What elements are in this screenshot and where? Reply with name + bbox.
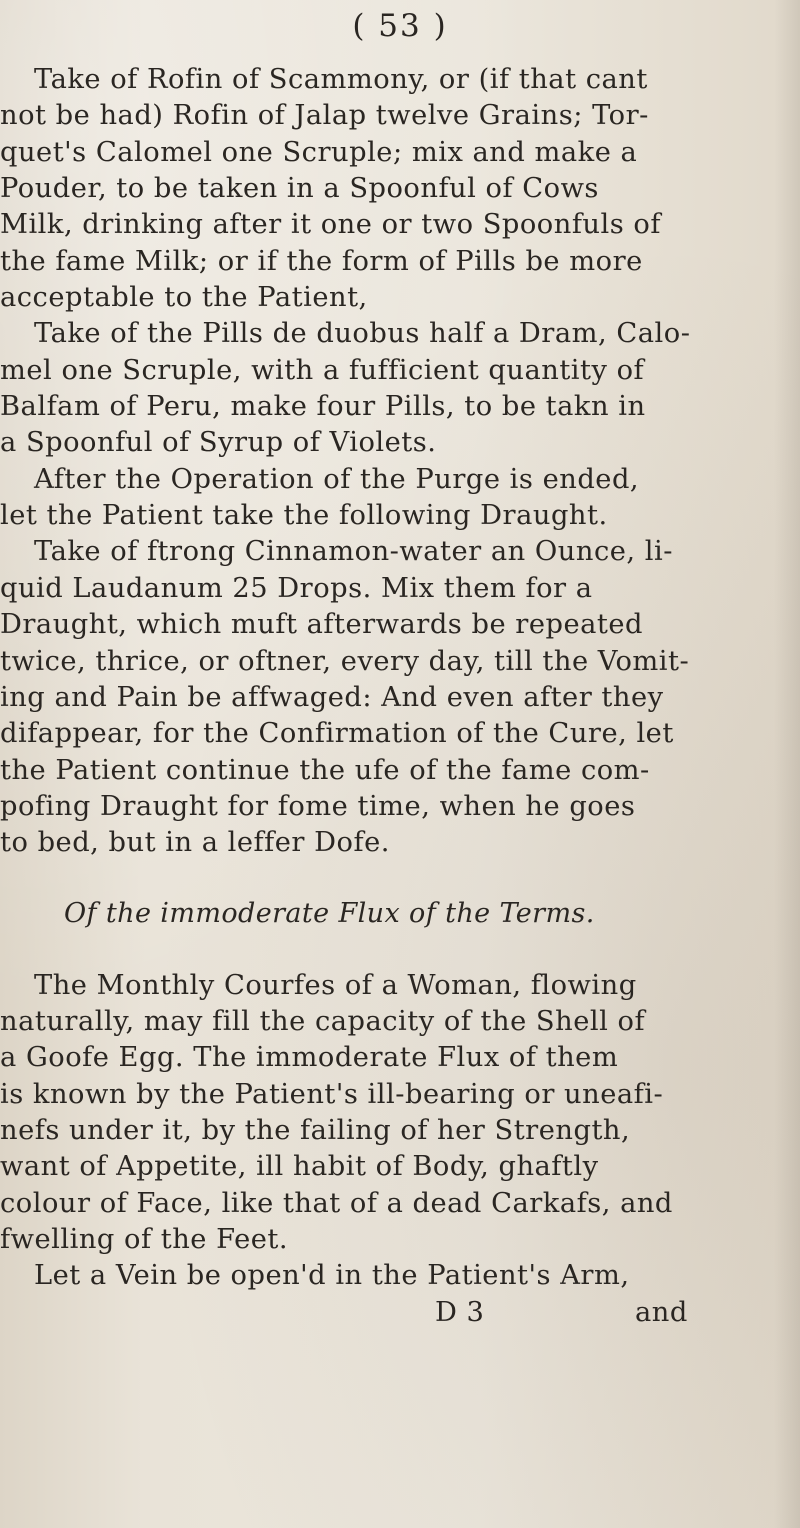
signature-mark: D 3 [435, 1296, 485, 1328]
text-line: fwelling of the Feet. [0, 1223, 289, 1255]
paragraph-vein [0, 1258, 790, 1294]
page-body [0, 62, 790, 1331]
text-line: want of Appetite, ill habit of Body, ghaftly [0, 1151, 599, 1183]
text-line: the fame Milk; or if the form of Pills be more [0, 245, 643, 277]
text-line: Pouder, to be taken in a Spoonful of Cows [0, 173, 599, 205]
text-line: let the Patient take the following Draught. [0, 500, 608, 532]
text-line: The Monthly Courfes of a Woman, flowing [34, 969, 637, 1001]
text-line: colour of Face, like that of a dead Carkafs, and [0, 1187, 673, 1219]
spacer [0, 936, 790, 968]
text-line: a Goofe Egg. The immoderate Flux of them [0, 1042, 619, 1074]
text-line: difappear, for the Confirmation of the Cure, let [0, 718, 674, 750]
text-line: pofing Draught for fome time, when he goes [0, 790, 636, 822]
text-line: acceptable to the Patient, [0, 282, 368, 314]
text-line: a Spoonful of Syrup of Violets. [0, 427, 437, 459]
text-line: mel one Scruple, with a fufficient quantity of [0, 354, 645, 386]
text-line: Milk, drinking after it one or two Spoonfuls of [0, 209, 661, 241]
footer-line [0, 1295, 790, 1331]
paragraph-prescription-pills [0, 316, 790, 461]
paragraph-prescription-powder [0, 62, 790, 316]
text-line: nefs under it, by the failing of her Strength, [0, 1114, 631, 1146]
text-line: twice, thrice, or oftner, every day, till the Vomit- [0, 645, 690, 677]
text-line: not be had) Rofin of Jalap twelve Grains; Tor- [0, 100, 649, 132]
section-heading: Of the immoderate Flux of the Terms. [64, 897, 595, 929]
text-line: ing and Pain be affwaged: And even after they [0, 681, 664, 713]
text-line: is known by the Patient's ill-bearing or uneafi- [0, 1078, 664, 1110]
text-line: to bed, but in a leffer Dofe. [0, 827, 390, 859]
paragraph-after-purge [0, 462, 790, 535]
text-line: After the Operation of the Purge is ended, [34, 463, 640, 495]
text-line: quid Laudanum 25 Drops. Mix them for a [0, 572, 593, 604]
text-line: the Patient continue the ufe of the fame com- [0, 754, 650, 786]
paragraph-draught [0, 534, 790, 861]
text-line: Take of ftrong Cinnamon-water an Ounce, li- [34, 536, 673, 568]
text-line: quet's Calomel one Scruple; mix and make a [0, 136, 638, 168]
text-line: Take of Rofin of Scammony, or (if that cant [34, 64, 648, 95]
page-number: ( 53 ) [352, 8, 448, 44]
text-line: Draught, which muft afterwards be repeated [0, 609, 644, 641]
text-line: naturally, may fill the capacity of the Shell of [0, 1005, 646, 1037]
catchword: and [635, 1296, 688, 1328]
paragraph-monthly-courses [0, 968, 790, 1259]
text-line: Balfam of Peru, make four Pills, to be takn in [0, 391, 646, 423]
text-line: Let a Vein be open'd in the Patient's Arm, [34, 1260, 630, 1292]
text-line: Take of the Pills de duobus half a Dram, Calo- [34, 318, 691, 350]
